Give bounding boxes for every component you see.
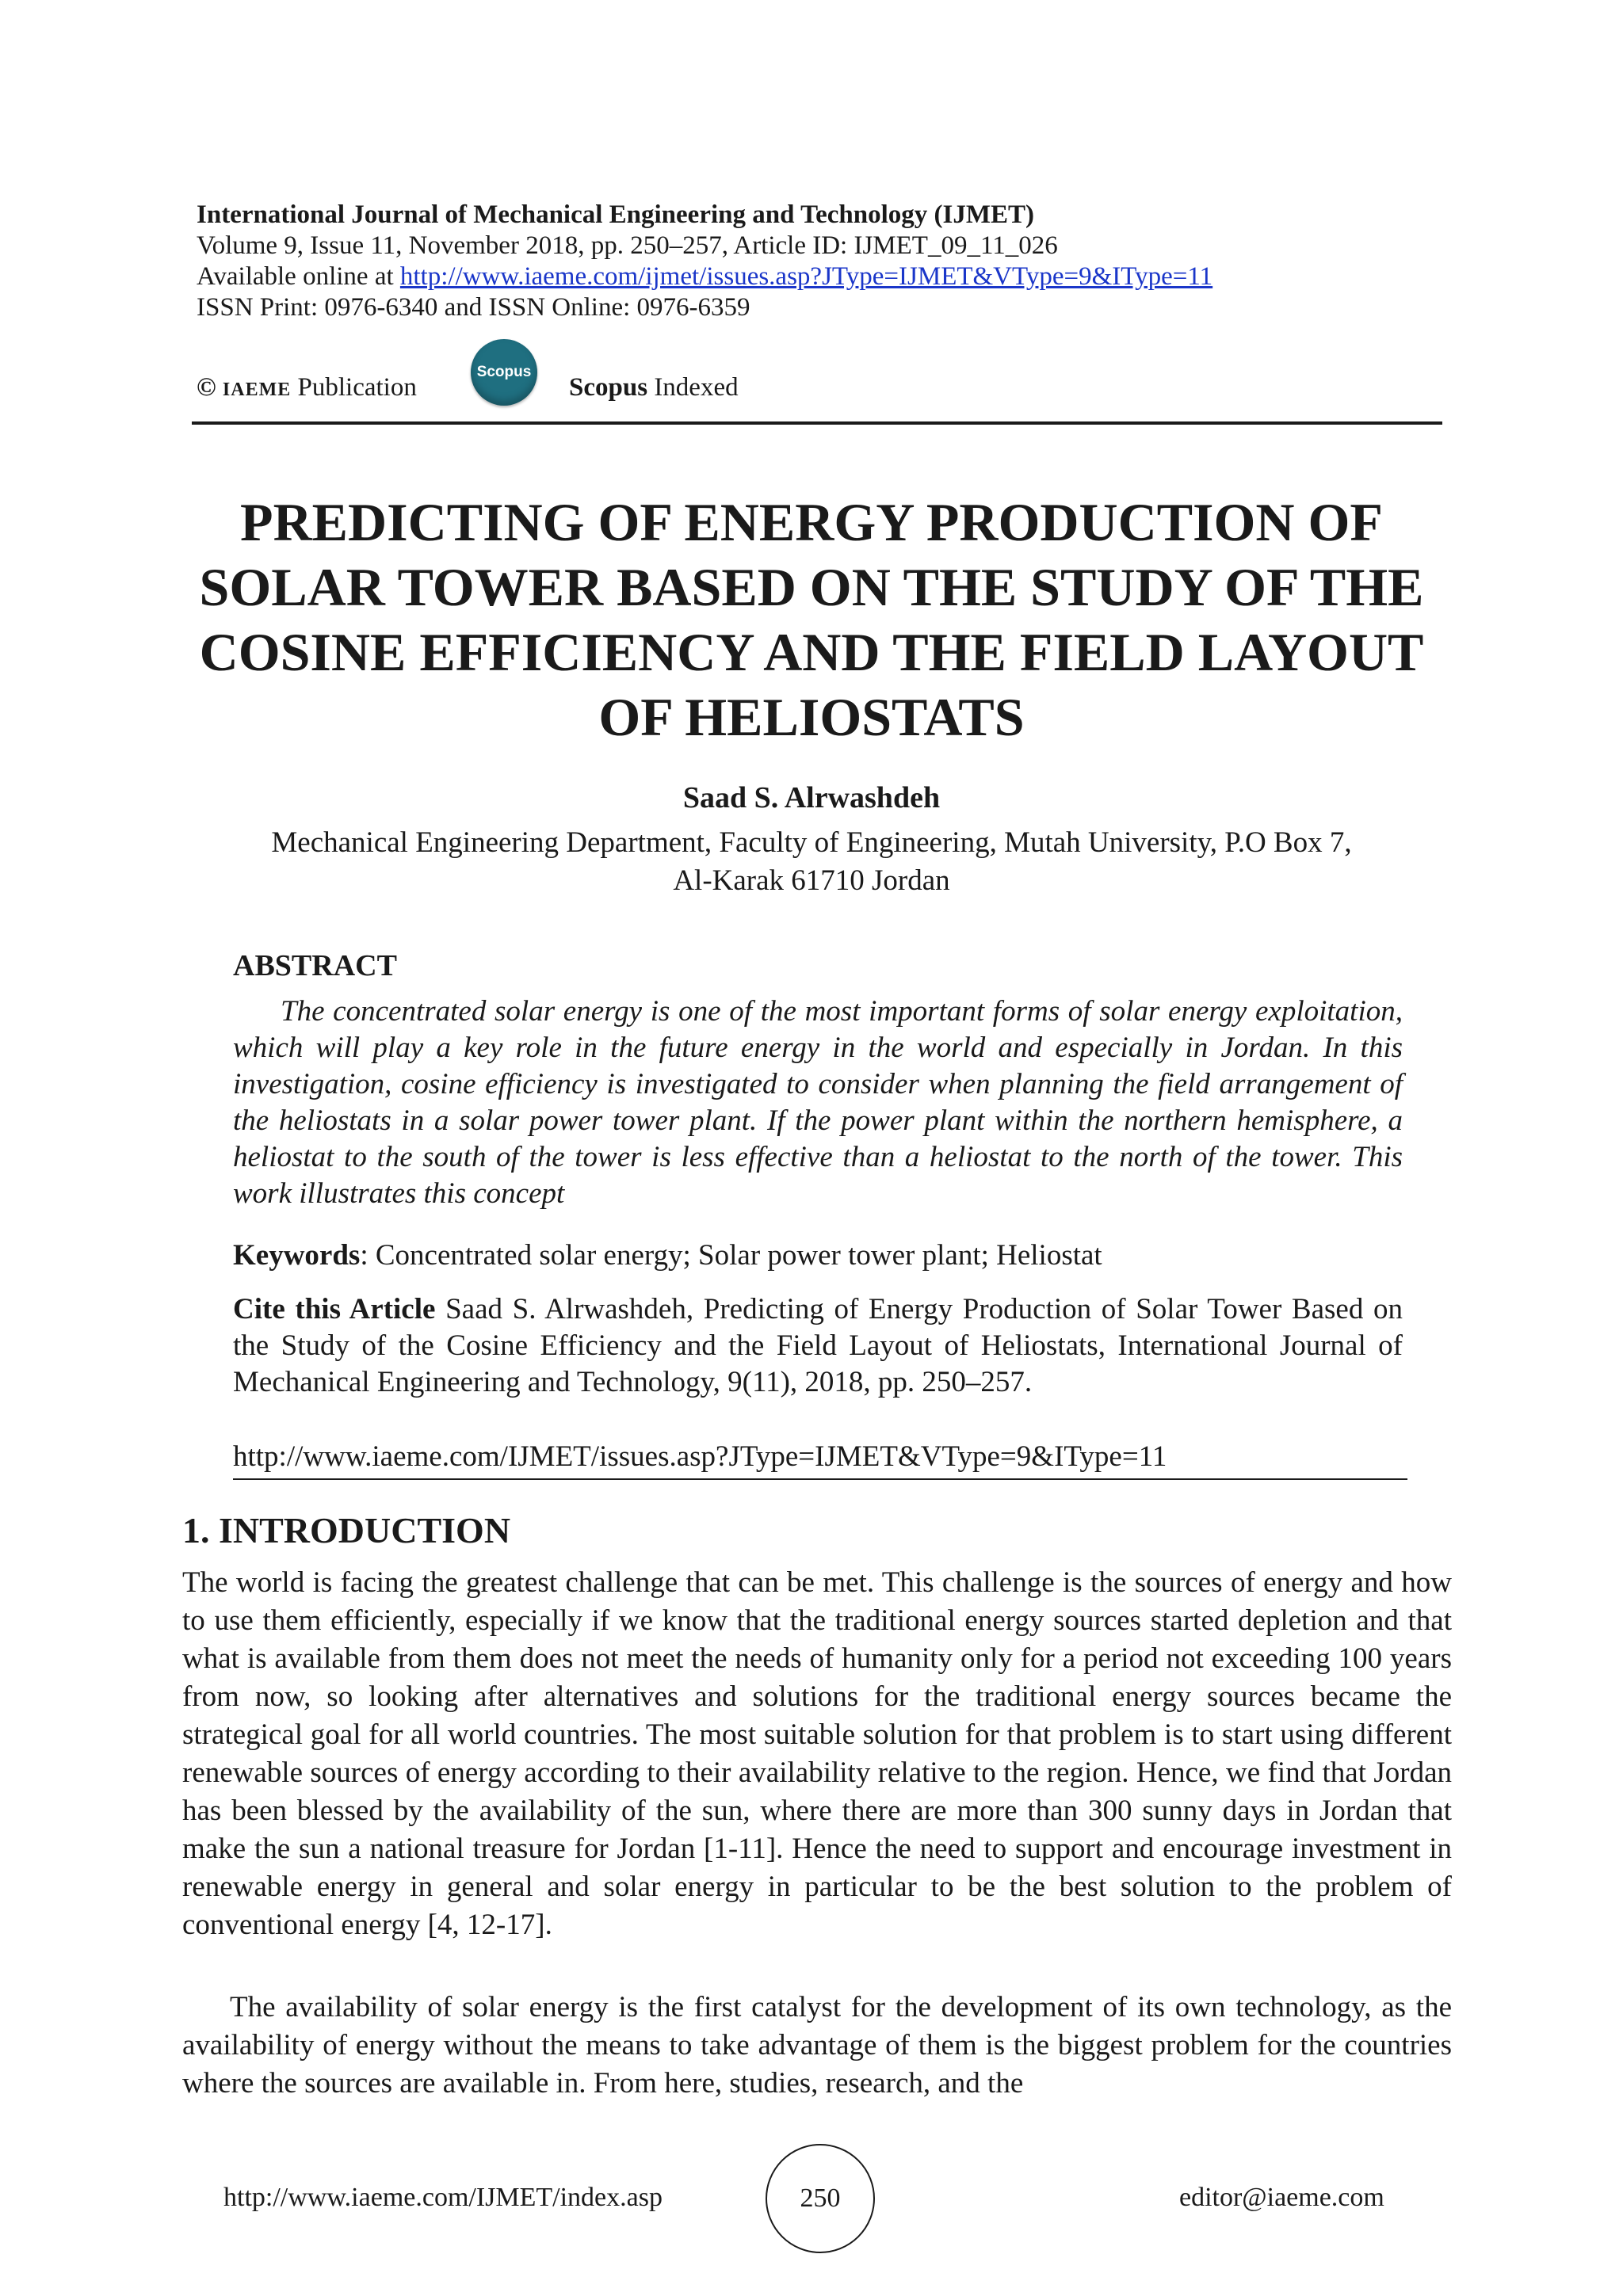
page-number-text: 250 (800, 2183, 841, 2213)
indexed-word: Indexed (647, 373, 739, 402)
cite-label: Cite this Article (233, 1293, 436, 1325)
cite-url[interactable]: http://www.iaeme.com/IJMET/issues.asp?JType=IJMET&VType=9&IType=11 (233, 1440, 1167, 1473)
copyright-symbol: © (197, 373, 216, 402)
issn-info: ISSN Print: 0976-6340 and ISSN Online: 0976-6359 (197, 293, 750, 322)
title-line-3: COSINE EFFICIENCY AND THE FIELD LAYOUT (199, 622, 1424, 682)
volume-info: Volume 9, Issue 11, November 2018, pp. 250–257, Article ID: IJMET_09_11_026 (197, 231, 1058, 260)
title-line-4: OF HELIOSTATS (598, 687, 1025, 747)
affiliation-line-1: Mechanical Engineering Department, Faculty of Engineering, Mutah University, P.O Box 7, (271, 826, 1352, 859)
cite-divider (233, 1478, 1407, 1480)
iaeme-brand: IAEME (222, 379, 292, 400)
available-prefix: Available online at (197, 262, 400, 291)
scopus-word: Scopus (569, 373, 648, 402)
available-online (197, 261, 1212, 292)
header-divider (192, 421, 1442, 425)
author-name: Saad S. Alrwashdeh (682, 781, 941, 814)
author-affiliation (158, 824, 1465, 900)
scopus-indexed (569, 372, 739, 403)
abstract-text: The concentrated solar energy is one of the most important forms of solar energy exploitation, which will play a key role in the future energy in the world and especially in Jordan. In this investigation, cosine efficiency is investigated to consider when planning the field arrangement of the heliostats in a solar power tower plant. If the power plant within the northern hemisphere, a heliostat to the south of the tower is less effective than a heliostat to the north of the tower. This work illustrates this concept (233, 995, 1403, 1210)
introduction-paragraph-1: The world is facing the greatest challenge that can be met. This challenge is the sources of energy and how to use them efficiently, especially if we know that the traditional energy sources started depletion and that what is available from them does not meet the needs of humanity only for a period not exceeding 100 years from now, so looking after alternatives and solutions for the traditional energy sources became the strategical goal for all world countries. The most suitable solution for that problem is to start using different renewable sources of energy according to their availability relative to the region. Hence, we find that Jordan has been blessed by the availability of the sun, where there are more than 300 sunny days in Jordan that make the sun a national treasure for Jordan [1-11]. Hence the need to support and encourage investment in renewable energy in general and solar energy in particular to be the best solution to the problem of conventional energy [4, 12-17]. (182, 1566, 1452, 1941)
footer-url[interactable]: http://www.iaeme.com/IJMET/index.asp (223, 2183, 663, 2212)
title-line-1: PREDICTING OF ENERGY PRODUCTION OF (240, 492, 1383, 552)
title-line-2: SOLAR TOWER BASED ON THE STUDY OF THE (199, 557, 1424, 617)
scopus-badge-text: Scopus (476, 364, 532, 380)
keywords-label: Keywords (233, 1239, 361, 1272)
publisher-line (197, 372, 417, 406)
keywords-text: : Concentrated solar energy; Solar power tower plant; Heliostat (360, 1239, 1102, 1272)
keywords (233, 1238, 1403, 1274)
paper-title (158, 490, 1465, 749)
footer-email[interactable]: editor@iaeme.com (1179, 2183, 1384, 2212)
cite-block (233, 1291, 1403, 1401)
journal-name: International Journal of Mechanical Engineering and Technology (IJMET) (197, 200, 1034, 229)
introduction-heading: 1. INTRODUCTION (182, 1510, 511, 1550)
cite-text: Saad S. Alrwashdeh, Predicting of Energy Production of Solar Tower Based on the Study of the Cosine Efficiency and the Field Layout of Heliostats, International Journal of Mechanical Engineering and Technology, 9(11), 2018, pp. 250–257. (233, 1293, 1403, 1398)
affiliation-line-2: Al-Karak 61710 Jordan (673, 864, 950, 897)
issue-link[interactable]: http://www.iaeme.com/ijmet/issues.asp?JType=IJMET&VType=9&IType=11 (399, 262, 1213, 291)
page-number (766, 2144, 875, 2253)
scopus-logo (471, 339, 537, 406)
publication-word: Publication (291, 373, 417, 402)
introduction-paragraph-2: The availability of solar energy is the first catalyst for the development of its own technology, as the availability of energy without the means to take advantage of them is the biggest problem for the countries where the sources are available in. From here, studies, research, and the (182, 1991, 1452, 2100)
abstract-heading: ABSTRACT (233, 949, 397, 982)
